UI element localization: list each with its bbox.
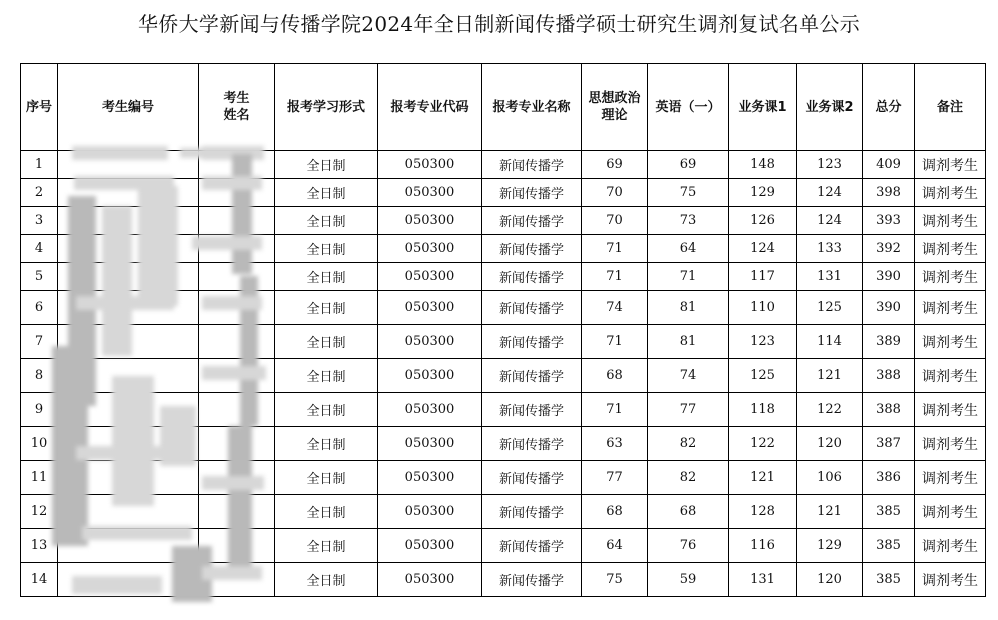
table-row [21, 359, 986, 393]
english-score-cell: 64 [648, 235, 729, 263]
study-mode-cell: 全日制 [275, 495, 378, 529]
course2-score-cell: 123 [797, 151, 863, 179]
candidate-id-cell [58, 291, 199, 325]
course2-score-cell: 133 [797, 235, 863, 263]
candidate-id-cell [58, 563, 199, 597]
note-cell: 调剂考生 [915, 325, 986, 359]
study-mode-cell: 全日制 [275, 529, 378, 563]
candidate-id-cell [58, 325, 199, 359]
col-header-total: 总分 [863, 64, 915, 151]
candidate-id-cell [58, 359, 199, 393]
seq-cell: 6 [21, 291, 58, 325]
col-header-name: 考生 姓名 [199, 64, 275, 151]
politics-score-cell: 71 [582, 235, 648, 263]
name-cell [199, 495, 275, 529]
study-mode-cell: 全日制 [275, 179, 378, 207]
major-name-cell: 新闻传播学 [482, 495, 582, 529]
col-header-english: 英语（一） [648, 64, 729, 151]
total-score-cell: 388 [863, 393, 915, 427]
seq-cell: 11 [21, 461, 58, 495]
major-code-cell: 050300 [378, 151, 482, 179]
table-row [21, 235, 986, 263]
politics-score-cell: 68 [582, 359, 648, 393]
english-score-cell: 68 [648, 495, 729, 529]
english-score-cell: 82 [648, 427, 729, 461]
note-cell: 调剂考生 [915, 291, 986, 325]
course2-score-cell: 129 [797, 529, 863, 563]
course1-score-cell: 131 [729, 563, 797, 597]
english-score-cell: 59 [648, 563, 729, 597]
name-cell [199, 235, 275, 263]
note-cell: 调剂考生 [915, 529, 986, 563]
page-title: 华侨大学新闻与传播学院2024年全日制新闻传播学硕士研究生调剂复试名单公示 [138, 12, 860, 36]
study-mode-cell: 全日制 [275, 291, 378, 325]
note-cell: 调剂考生 [915, 179, 986, 207]
total-score-cell: 398 [863, 179, 915, 207]
total-score-cell: 388 [863, 359, 915, 393]
seq-cell: 12 [21, 495, 58, 529]
table-row [21, 291, 986, 325]
course2-score-cell: 125 [797, 291, 863, 325]
candidate-id-cell [58, 179, 199, 207]
name-cell [199, 563, 275, 597]
note-cell: 调剂考生 [915, 461, 986, 495]
seq-cell: 1 [21, 151, 58, 179]
major-name-cell: 新闻传播学 [482, 325, 582, 359]
seq-cell: 3 [21, 207, 58, 235]
politics-score-cell: 71 [582, 263, 648, 291]
major-name-cell: 新闻传播学 [482, 263, 582, 291]
table-row [21, 427, 986, 461]
col-header-candidate-id: 考生编号 [58, 64, 199, 151]
politics-score-cell: 71 [582, 325, 648, 359]
politics-score-cell: 64 [582, 529, 648, 563]
major-code-cell: 050300 [378, 359, 482, 393]
candidate-table [20, 63, 986, 597]
seq-cell: 9 [21, 393, 58, 427]
table-row [21, 263, 986, 291]
major-code-cell: 050300 [378, 529, 482, 563]
politics-score-cell: 68 [582, 495, 648, 529]
total-score-cell: 385 [863, 529, 915, 563]
major-name-cell: 新闻传播学 [482, 529, 582, 563]
course2-score-cell: 124 [797, 207, 863, 235]
seq-cell: 4 [21, 235, 58, 263]
name-cell [199, 393, 275, 427]
major-code-cell: 050300 [378, 563, 482, 597]
name-cell [199, 263, 275, 291]
course2-score-cell: 106 [797, 461, 863, 495]
table-row [21, 207, 986, 235]
course2-score-cell: 131 [797, 263, 863, 291]
major-name-cell: 新闻传播学 [482, 207, 582, 235]
course1-score-cell: 116 [729, 529, 797, 563]
note-cell: 调剂考生 [915, 393, 986, 427]
major-name-cell: 新闻传播学 [482, 291, 582, 325]
name-cell [199, 207, 275, 235]
col-header-course2: 业务课2 [797, 64, 863, 151]
politics-score-cell: 75 [582, 563, 648, 597]
major-name-cell: 新闻传播学 [482, 235, 582, 263]
english-score-cell: 75 [648, 179, 729, 207]
course2-score-cell: 121 [797, 495, 863, 529]
course2-score-cell: 120 [797, 427, 863, 461]
header-row [21, 64, 986, 151]
name-cell [199, 427, 275, 461]
course1-score-cell: 118 [729, 393, 797, 427]
note-cell: 调剂考生 [915, 207, 986, 235]
total-score-cell: 392 [863, 235, 915, 263]
note-cell: 调剂考生 [915, 563, 986, 597]
study-mode-cell: 全日制 [275, 563, 378, 597]
col-header-major-code: 报考专业代码 [378, 64, 482, 151]
major-name-cell: 新闻传播学 [482, 179, 582, 207]
course2-score-cell: 121 [797, 359, 863, 393]
table-row [21, 529, 986, 563]
course1-score-cell: 117 [729, 263, 797, 291]
col-header-seq: 序号 [21, 64, 58, 151]
candidate-id-cell [58, 207, 199, 235]
name-cell [199, 151, 275, 179]
major-name-cell: 新闻传播学 [482, 461, 582, 495]
english-score-cell: 73 [648, 207, 729, 235]
table-row [21, 563, 986, 597]
total-score-cell: 390 [863, 291, 915, 325]
major-code-cell: 050300 [378, 461, 482, 495]
seq-cell: 8 [21, 359, 58, 393]
total-score-cell: 389 [863, 325, 915, 359]
study-mode-cell: 全日制 [275, 427, 378, 461]
candidate-id-cell [58, 263, 199, 291]
candidate-id-cell [58, 495, 199, 529]
course1-score-cell: 121 [729, 461, 797, 495]
major-name-cell: 新闻传播学 [482, 393, 582, 427]
english-score-cell: 81 [648, 325, 729, 359]
politics-score-cell: 69 [582, 151, 648, 179]
name-cell [199, 529, 275, 563]
course1-score-cell: 129 [729, 179, 797, 207]
seq-cell: 7 [21, 325, 58, 359]
table-row [21, 461, 986, 495]
candidate-id-cell [58, 151, 199, 179]
major-code-cell: 050300 [378, 427, 482, 461]
name-cell [199, 359, 275, 393]
major-code-cell: 050300 [378, 179, 482, 207]
english-score-cell: 69 [648, 151, 729, 179]
seq-cell: 2 [21, 179, 58, 207]
course1-score-cell: 125 [729, 359, 797, 393]
note-cell: 调剂考生 [915, 495, 986, 529]
course2-score-cell: 124 [797, 179, 863, 207]
note-cell: 调剂考生 [915, 359, 986, 393]
course1-score-cell: 110 [729, 291, 797, 325]
major-code-cell: 050300 [378, 495, 482, 529]
study-mode-cell: 全日制 [275, 235, 378, 263]
total-score-cell: 409 [863, 151, 915, 179]
study-mode-cell: 全日制 [275, 393, 378, 427]
col-header-course1: 业务课1 [729, 64, 797, 151]
course1-score-cell: 126 [729, 207, 797, 235]
major-code-cell: 050300 [378, 325, 482, 359]
politics-score-cell: 74 [582, 291, 648, 325]
major-name-cell: 新闻传播学 [482, 151, 582, 179]
col-header-major-name: 报考专业名称 [482, 64, 582, 151]
study-mode-cell: 全日制 [275, 263, 378, 291]
seq-cell: 5 [21, 263, 58, 291]
note-cell: 调剂考生 [915, 235, 986, 263]
course1-score-cell: 123 [729, 325, 797, 359]
col-header-note: 备注 [915, 64, 986, 151]
table-row [21, 495, 986, 529]
col-header-study-mode: 报考学习形式 [275, 64, 378, 151]
col-header-politics: 思想政治 理论 [582, 64, 648, 151]
seq-cell: 14 [21, 563, 58, 597]
table-row [21, 179, 986, 207]
candidate-id-cell [58, 427, 199, 461]
major-name-cell: 新闻传播学 [482, 563, 582, 597]
politics-score-cell: 77 [582, 461, 648, 495]
total-score-cell: 387 [863, 427, 915, 461]
major-code-cell: 050300 [378, 207, 482, 235]
name-cell [199, 291, 275, 325]
total-score-cell: 385 [863, 495, 915, 529]
candidate-id-cell [58, 529, 199, 563]
name-cell [199, 461, 275, 495]
candidate-id-cell [58, 461, 199, 495]
total-score-cell: 386 [863, 461, 915, 495]
course1-score-cell: 124 [729, 235, 797, 263]
study-mode-cell: 全日制 [275, 359, 378, 393]
major-code-cell: 050300 [378, 393, 482, 427]
english-score-cell: 81 [648, 291, 729, 325]
note-cell: 调剂考生 [915, 427, 986, 461]
table-row [21, 393, 986, 427]
note-cell: 调剂考生 [915, 263, 986, 291]
seq-cell: 13 [21, 529, 58, 563]
course1-score-cell: 122 [729, 427, 797, 461]
politics-score-cell: 71 [582, 393, 648, 427]
candidate-id-cell [58, 235, 199, 263]
english-score-cell: 71 [648, 263, 729, 291]
course1-score-cell: 148 [729, 151, 797, 179]
study-mode-cell: 全日制 [275, 461, 378, 495]
study-mode-cell: 全日制 [275, 151, 378, 179]
name-cell [199, 179, 275, 207]
english-score-cell: 82 [648, 461, 729, 495]
major-code-cell: 050300 [378, 235, 482, 263]
course2-score-cell: 122 [797, 393, 863, 427]
study-mode-cell: 全日制 [275, 207, 378, 235]
course2-score-cell: 114 [797, 325, 863, 359]
total-score-cell: 390 [863, 263, 915, 291]
english-score-cell: 76 [648, 529, 729, 563]
politics-score-cell: 70 [582, 179, 648, 207]
politics-score-cell: 63 [582, 427, 648, 461]
english-score-cell: 77 [648, 393, 729, 427]
table-row [21, 325, 986, 359]
name-cell [199, 325, 275, 359]
major-code-cell: 050300 [378, 291, 482, 325]
note-cell: 调剂考生 [915, 151, 986, 179]
course2-score-cell: 120 [797, 563, 863, 597]
study-mode-cell: 全日制 [275, 325, 378, 359]
total-score-cell: 385 [863, 563, 915, 597]
total-score-cell: 393 [863, 207, 915, 235]
english-score-cell: 74 [648, 359, 729, 393]
table-row [21, 151, 986, 179]
politics-score-cell: 70 [582, 207, 648, 235]
major-name-cell: 新闻传播学 [482, 359, 582, 393]
candidate-id-cell [58, 393, 199, 427]
course1-score-cell: 128 [729, 495, 797, 529]
seq-cell: 10 [21, 427, 58, 461]
major-name-cell: 新闻传播学 [482, 427, 582, 461]
major-code-cell: 050300 [378, 263, 482, 291]
